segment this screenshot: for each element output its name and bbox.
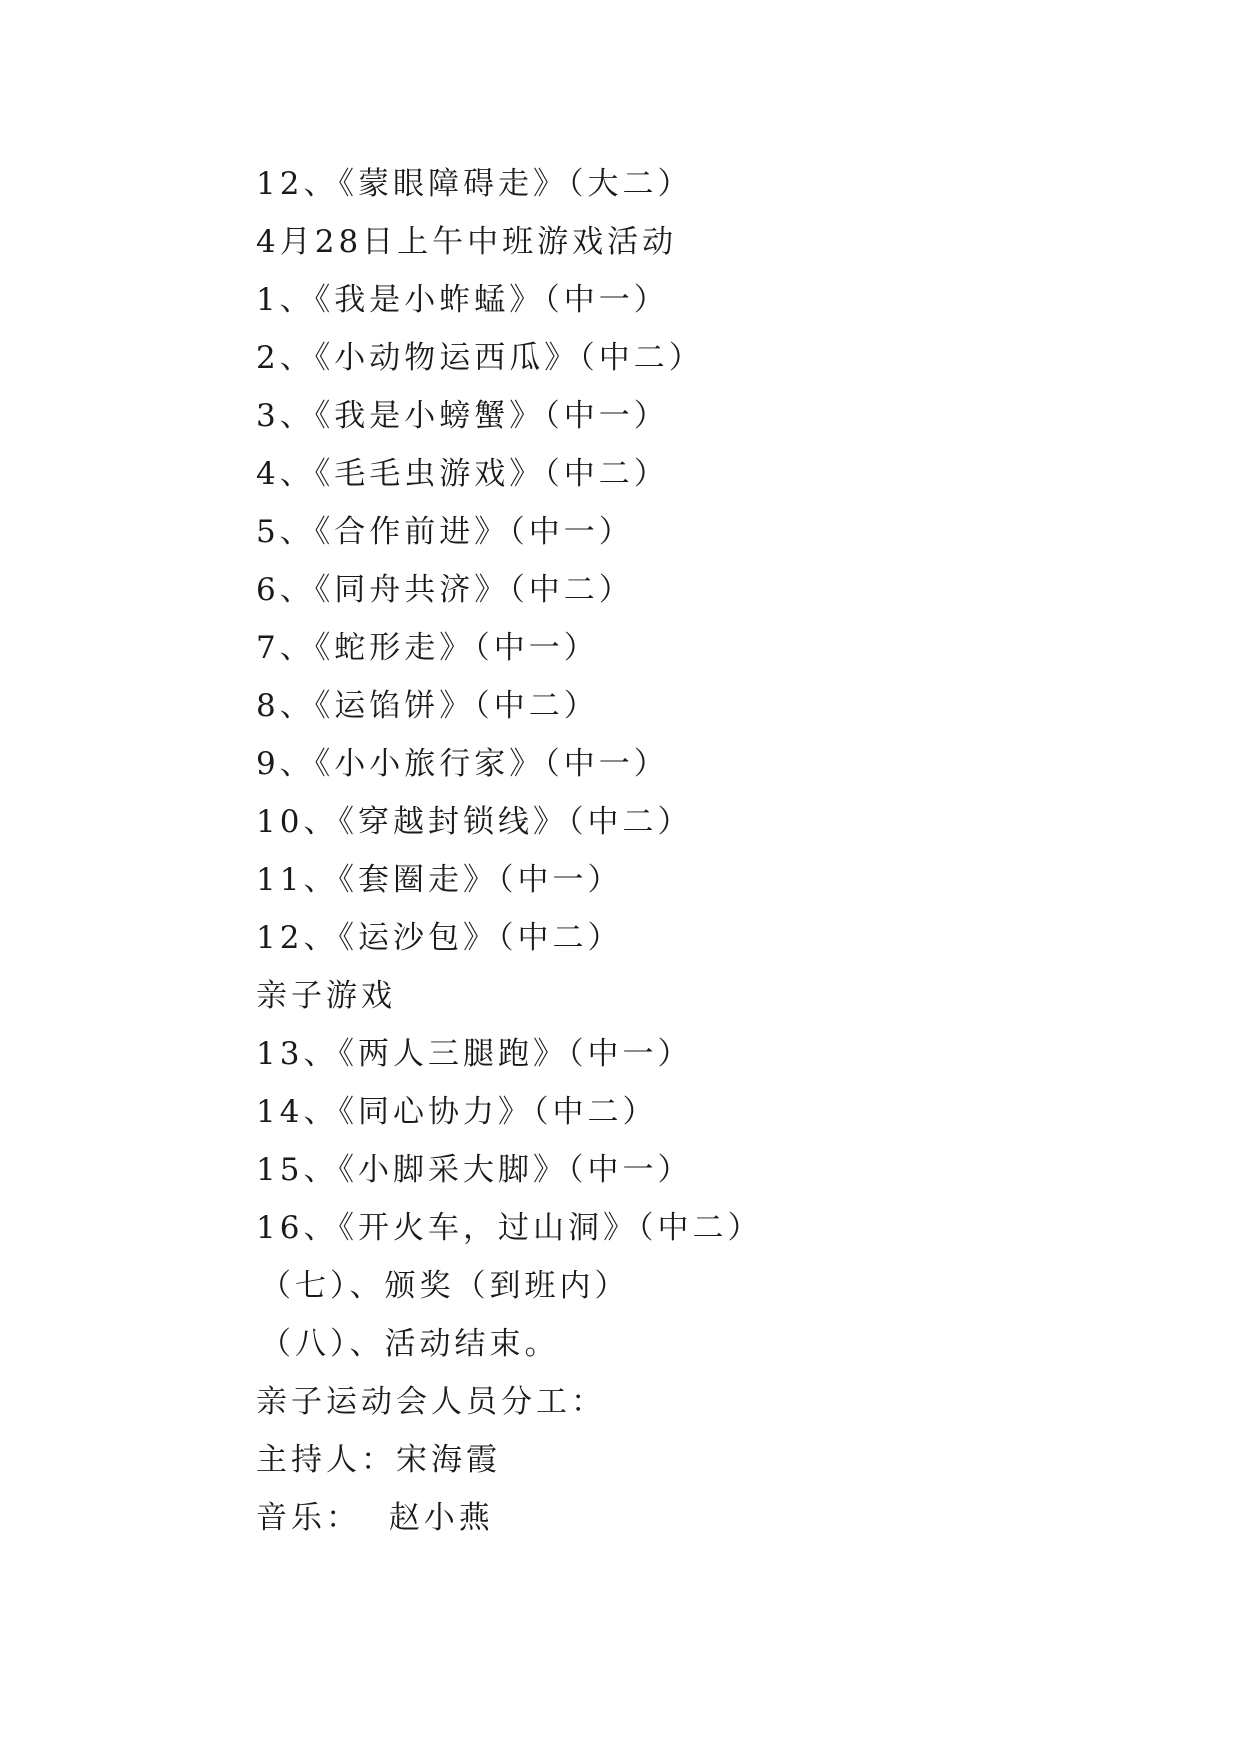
game-item-3: 3、《我是小螃蟹》（中一） bbox=[256, 398, 669, 434]
game-item-9: 9、《小小旅行家》（中一） bbox=[256, 746, 669, 782]
game-item-4: 4、《毛毛虫游戏》（中二） bbox=[256, 456, 669, 492]
staff-music: 音乐： 赵小燕 bbox=[256, 1500, 494, 1536]
game-item-7: 7、《蛇形走》（中一） bbox=[256, 630, 599, 666]
game-item-2: 2、《小动物运西瓜》（中二） bbox=[256, 340, 704, 376]
document-body bbox=[256, 155, 1156, 1547]
game-item-6: 6、《同舟共济》（中二） bbox=[256, 572, 634, 608]
game-item-11: 11、《套圈走》（中一） bbox=[256, 862, 623, 898]
game-item-10: 10、《穿越封锁线》（中二） bbox=[256, 804, 693, 840]
step-seven-awards: （七）、颁奖（到班内） bbox=[260, 1268, 630, 1304]
game-item-5: 5、《合作前进》（中一） bbox=[256, 514, 634, 550]
section-heading-parent-child-games: 亲子游戏 bbox=[256, 978, 396, 1014]
game-item-13: 13、《两人三腿跑》（中一） bbox=[256, 1036, 693, 1072]
staff-assignment-heading: 亲子运动会人员分工： bbox=[256, 1384, 606, 1420]
game-item-8: 8、《运馅饼》（中二） bbox=[256, 688, 599, 724]
game-item-15: 15、《小脚采大脚》（中一） bbox=[256, 1152, 693, 1188]
game-item-12-blindfold-obstacle-walk: 12、《蒙眼障碍走》（大二） bbox=[256, 166, 693, 202]
game-item-16: 16、《开火车，过山洞》（中二） bbox=[256, 1210, 763, 1246]
game-item-1: 1、《我是小蚱蜢》（中一） bbox=[256, 282, 669, 318]
step-eight-activity-end: （八）、活动结束。 bbox=[260, 1326, 560, 1362]
staff-host: 主持人：宋海霞 bbox=[256, 1442, 501, 1478]
game-item-14: 14、《同心协力》（中二） bbox=[256, 1094, 658, 1130]
game-item-12: 12、《运沙包》（中二） bbox=[256, 920, 623, 956]
section-heading-middle-class-games: 4月28日上午中班游戏活动 bbox=[256, 224, 678, 260]
